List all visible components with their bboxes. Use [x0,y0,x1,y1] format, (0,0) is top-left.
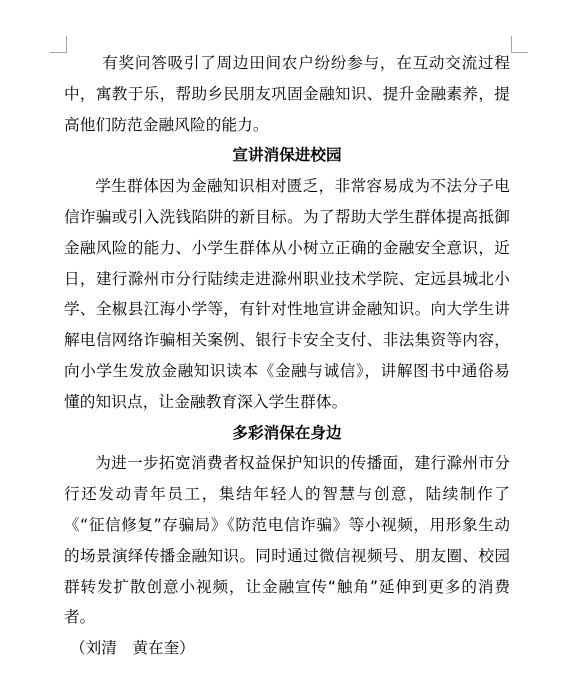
author-byline: （刘清 黄在奎） [70,639,195,658]
paragraph-campus: 学生群体因为金融知识相对匮乏，非常容易成为不法分子电信诈骗或引入洗钱陷阱的新目标。为了帮助大学生群体提高抵御金融风险的能力、小学生群体从小树立正确的金融安全意识，近日，建行滁州市分行陆续走进滁州职业技术学院、定远县城北小学、全椒县江海小学等，有针对性地宣讲金融知识。向大学生讲解电信网络诈骗相关案例、银行卡安全支付、非法集资等内容，向小学生发放金融知识读本《金融与诚信》，讲解图书中通俗易懂的知识点，让金融教育深入学生群体。 [64,177,510,411]
section-heading-diverse: 多彩消保在身边 [232,423,342,442]
paragraph-intro: 有奖问答吸引了周边田间农户纷纷参与，在互动交流过程中，寓教于乐，帮助乡民朋友巩固金融知识、提升金融素养，提高他们防范金融风险的能力。 [64,54,510,134]
margin-corner-mark-top-right [511,36,528,53]
section-heading-campus: 宣讲消保进校园 [232,146,342,165]
paragraph-diverse: 为进一步拓宽消费者权益保护知识的传播面，建行滁州市分行还发动青年员工，集结年轻人的智慧与创意，陆续制作了《“征信修复”存骗局》《防范电信诈骗》等小视频，用形象生动的场景演绎传播金融知识。同时通过微信视频号、朋友圈、校园群转发扩散创意小视频，让金融宣传“触角”延伸到更多的消费者。 [64,454,510,627]
document-body [64,48,510,664]
